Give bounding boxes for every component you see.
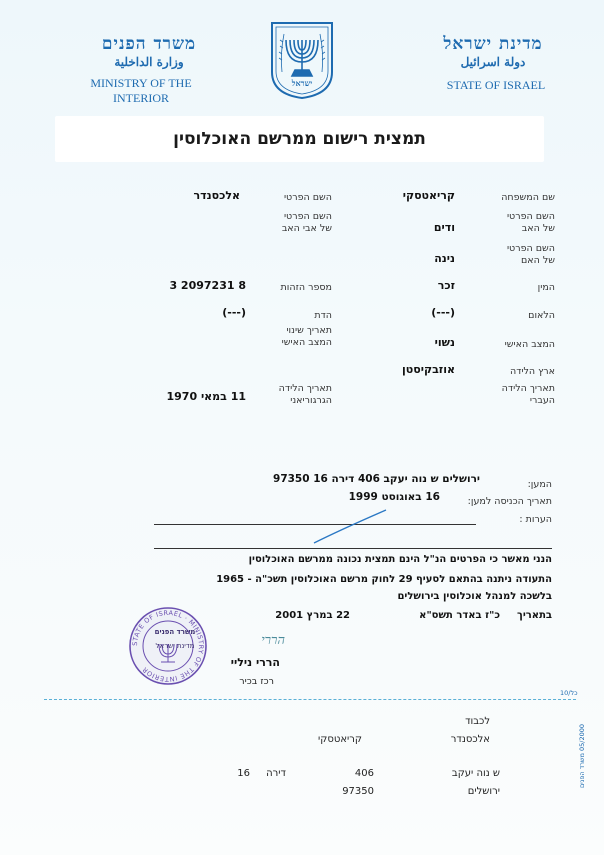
stub-apartment-label: דירה: [266, 768, 286, 779]
seal-inner-text-2: מדינת ישראל: [155, 642, 195, 650]
ministry-name-hebrew: משרד הפנים: [101, 34, 197, 54]
stub-city: ירושלים: [467, 786, 500, 797]
nationality-value: (---): [431, 306, 455, 319]
address-value: ירושלים ש נוה יעקב 406 דירה 16 97350: [273, 473, 480, 485]
birth-country-label: ארץ הלידה: [510, 366, 555, 377]
stub-surname: קריאטסקי: [318, 734, 362, 745]
family-name-label: שם המשפחה: [501, 192, 555, 203]
first-name-label: השם הפרטי: [283, 192, 332, 203]
perforation-line: [44, 699, 576, 700]
hebrew-birthdate-label-2: העברי: [529, 395, 555, 406]
mother-name-label-1: השם הפרטי: [506, 243, 555, 254]
seal-inner-text-1: משרד הפנים: [154, 628, 196, 636]
handwritten-signature: הררי: [261, 633, 285, 648]
address-entry-date-value: 16 באוגוסט 1999: [348, 491, 440, 503]
status-change-label-1: תאריך שינוי: [286, 325, 332, 336]
id-number-label: מספר הזהות: [280, 282, 332, 293]
issue-date-hebrew: כ"ז באדר תשס"א: [419, 610, 500, 621]
first-name-value: אלכסנדר: [193, 189, 240, 202]
issue-date-label: בתאריך: [517, 610, 552, 621]
emblem-label: ישראל: [291, 78, 313, 88]
stub-street: ש נוה יעקב: [451, 768, 500, 779]
gregorian-birthdate-label-1: תאריך הלידה: [278, 383, 332, 394]
father-name-label-1: השם הפרטי: [506, 211, 555, 222]
mother-name-value: נינה: [434, 252, 455, 265]
certification-line-3: בלשכה למנהל אוכלוסין בירושלים: [397, 591, 552, 602]
issue-date-gregorian: 22 במרץ 2001: [275, 610, 350, 621]
state-name-hebrew: מדינת ישראל: [443, 34, 543, 54]
id-number-value: 3 2097231 8: [169, 279, 246, 292]
pen-stroke-mark: [310, 506, 390, 546]
stub-apartment-number: 16: [237, 768, 250, 779]
ministry-name-arabic: وزارة الداخلية: [114, 55, 184, 69]
state-emblem-icon: [268, 20, 336, 100]
status-change-label-2: המצב האישי: [281, 337, 332, 348]
religion-label: הדת: [314, 310, 332, 321]
stub-house-number: 406: [354, 768, 374, 779]
father-name-value: ודים: [433, 221, 455, 234]
hebrew-birthdate-label-1: תאריך הלידה: [501, 383, 555, 394]
address-entry-date-label: תאריך הכניסה למען:: [467, 496, 552, 507]
form-code: כל/10: [560, 689, 578, 697]
religion-value: (---): [222, 306, 246, 319]
certification-line-1: הנני מאשר כי הפרטים הנ"ל הינם תמצית נכונה ממרשם האוכלוסין: [248, 554, 552, 565]
ministry-name-english: MINISTRY OF THE INTERIOR: [90, 76, 192, 105]
certification-line-2: התעודה ניתנה בהתאם לסעיף 29 לחוק מרשם האוכלוסין תשכ"ה - 1965: [216, 574, 552, 585]
grandfather-name-label-2: של אבי האב: [281, 223, 332, 234]
signatory-title: רכז בכיר: [239, 676, 274, 687]
document-title: תמצית רישום ממרשם האוכלוסין: [173, 129, 426, 149]
notes-line-2: [154, 548, 552, 549]
nationality-label: הלאום: [528, 310, 555, 321]
gregorian-birthdate-value: 11 במאי 1970: [166, 390, 246, 403]
family-name-value: קריאטסקי: [402, 189, 455, 202]
stub-to-label: לכבוד: [465, 716, 490, 727]
address-label: המען:: [527, 479, 552, 490]
state-name-english: STATE OF ISRAEL: [446, 78, 546, 92]
state-name-arabic: دولة اسرائيل: [460, 55, 526, 69]
gregorian-birthdate-label-2: הגרגוריאני: [290, 395, 332, 406]
seal-outer-text: STATE OF ISRAEL · MINISTRY OF THE INTERIOR: [130, 608, 206, 684]
father-name-label-2: של האב: [521, 223, 555, 234]
sex-value: זכר: [437, 279, 455, 292]
stub-first-name: אלכסנדר: [450, 734, 490, 745]
marital-status-value: נשוי: [434, 336, 455, 349]
notes-label: הערות :: [519, 514, 552, 525]
sex-label: המין: [537, 282, 555, 293]
marital-status-label: המצב האישי: [504, 339, 555, 350]
signatory-name: הררי ניליי: [230, 656, 280, 669]
birth-country-value: אוזבקיסטן: [402, 363, 455, 376]
grandfather-name-label-1: השם הפרטי: [283, 211, 332, 222]
stub-zip: 97350: [342, 786, 374, 797]
form-side-text: 05/2000 משרד הפנים: [578, 723, 586, 789]
mother-name-label-2: של האם: [520, 255, 555, 266]
